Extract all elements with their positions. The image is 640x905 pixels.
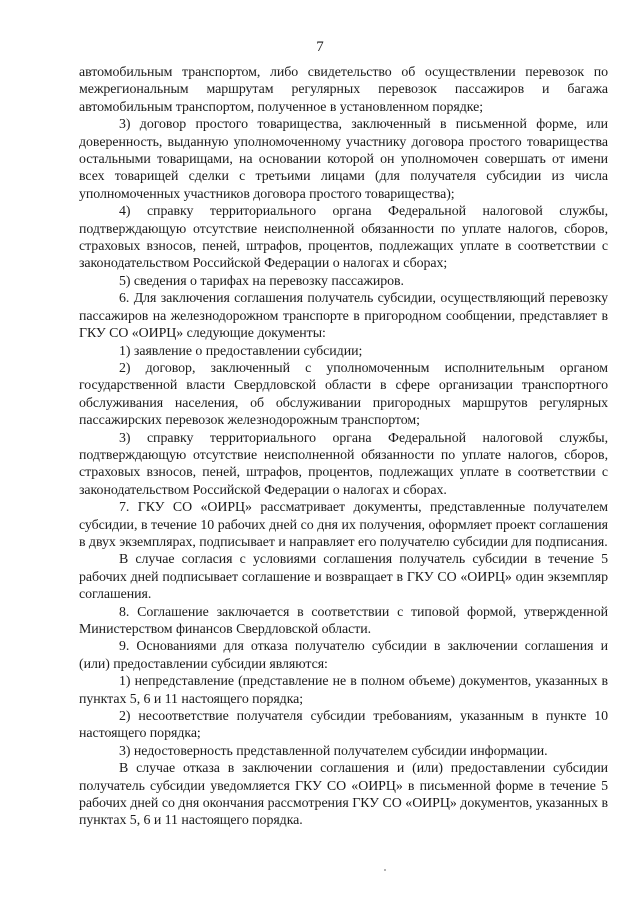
paragraph-clause-9-item-2: 2) несоответствие получателя субсидии требованиям, указанным в пункте 10 настоящего порядка;	[79, 709, 608, 742]
paragraph-clause-9-item-1: 1) непредставление (представление не в полном объеме) документов, указанных в пунктах 5, 6 и 11 настоящего порядка;	[79, 674, 608, 707]
paragraph-clause-6: 6. Для заключения соглашения получатель субсидии, осуществляющий перевозку пассажиров на железнодорожном транспорте в пригородном сообщении, представляет в ГКУ СО «ОИРЦ» следующие документы:	[79, 291, 608, 342]
paragraph-clause-7: 7. ГКУ СО «ОИРЦ» рассматривает документы, представленные получателем субсидии, в течение 10 рабочих дней со дня их получения, оформляет проект соглашения в двух экземплярах, подписывает и направляет его получателю субсидии для подписания.	[79, 500, 608, 550]
paragraph-item-4-tax-certificate: 4) справку территориального органа Федеральной налоговой службы, подтверждающую отсутствие неисполненной обязанности по уплате налогов, сборов, страховых взносов, пеней, штрафов, процентов, подлежащих уплате в соответствии с законодательством Российской Федерации о налогах и сборах;	[79, 204, 608, 272]
paragraph-clause-7-consent: В случае согласия с условиями соглашения получатель субсидии в течение 5 рабочих дней подписывает соглашение и возвращает в ГКУ СО «ОИРЦ» один экземпляр соглашения.	[79, 552, 608, 603]
paragraph-clause-6-item-1: 1) заявление о предоставлении субсидии;	[119, 343, 363, 359]
paragraph-clause-6-item-2: 2) договор, заключенный с уполномоченным исполнительным органом государственной власти Свердловской области в сфере организации транспортного обслуживания населения, об обслуживании пригородных маршрутов регулярных пассажирских перевозок железнодорожным транспортом;	[79, 360, 608, 429]
paragraph-refusal-notice: В случае отказа в заключении соглашения и (или) предоставлении субсидии получатель субсидии уведомляется ГКУ СО «ОИРЦ» в письменной форме в течение 5 рабочих дней со дня окончания рассмотрения ГКУ СО «ОИРЦ» документов, указанных в пунктах 5, 6 и 11 настоящего порядка.	[79, 761, 608, 829]
paragraph-clause-6-item-3: 3) справку территориального органа Федеральной налоговой службы, подтверждающую отсутствие неисполненной обязанности по уплате налогов, сборов, страховых взносов, пеней, штрафов, процентов, подлежащих уплате в соответствии с законодательством Российской Федерации о налогах и сборах.	[79, 430, 608, 498]
document-body	[79, 64, 608, 830]
paragraph-continuation: автомобильным транспортом, либо свидетельство об осуществлении перевозок по межрегиональным маршрутам регулярных перевозок пассажиров и багажа автомобильным транспортом, полученное в установленном порядке;	[79, 65, 608, 115]
paragraph-item-3-partnership-agreement: 3) договор простого товарищества, заключенный в письменной форме, или доверенность, выданную уполномоченному участнику договора простого товарищества остальными товарищами, на основании которой он уполномочен совершать от имени всех товарищей сделки с третьими лицами (для получателя субсидии из числа уполномоченных участников договора простого товарищества);	[79, 117, 608, 202]
paragraph-clause-9: 9. Основаниями для отказа получателю субсидии в заключении соглашения и (или) предоставлении субсидии являются:	[79, 639, 608, 672]
scan-speck	[384, 869, 386, 871]
paragraph-clause-9-item-3: 3) недостоверность представленной получателем субсидии информации.	[119, 743, 548, 759]
paragraph-clause-8: 8. Соглашение заключается в соответствии с типовой формой, утвержденной Министерством финансов Свердловской области.	[79, 604, 608, 637]
page-number: 7	[316, 39, 324, 55]
paragraph-item-5-tariffs: 5) сведения о тарифах на перевозку пассажиров.	[119, 273, 404, 289]
